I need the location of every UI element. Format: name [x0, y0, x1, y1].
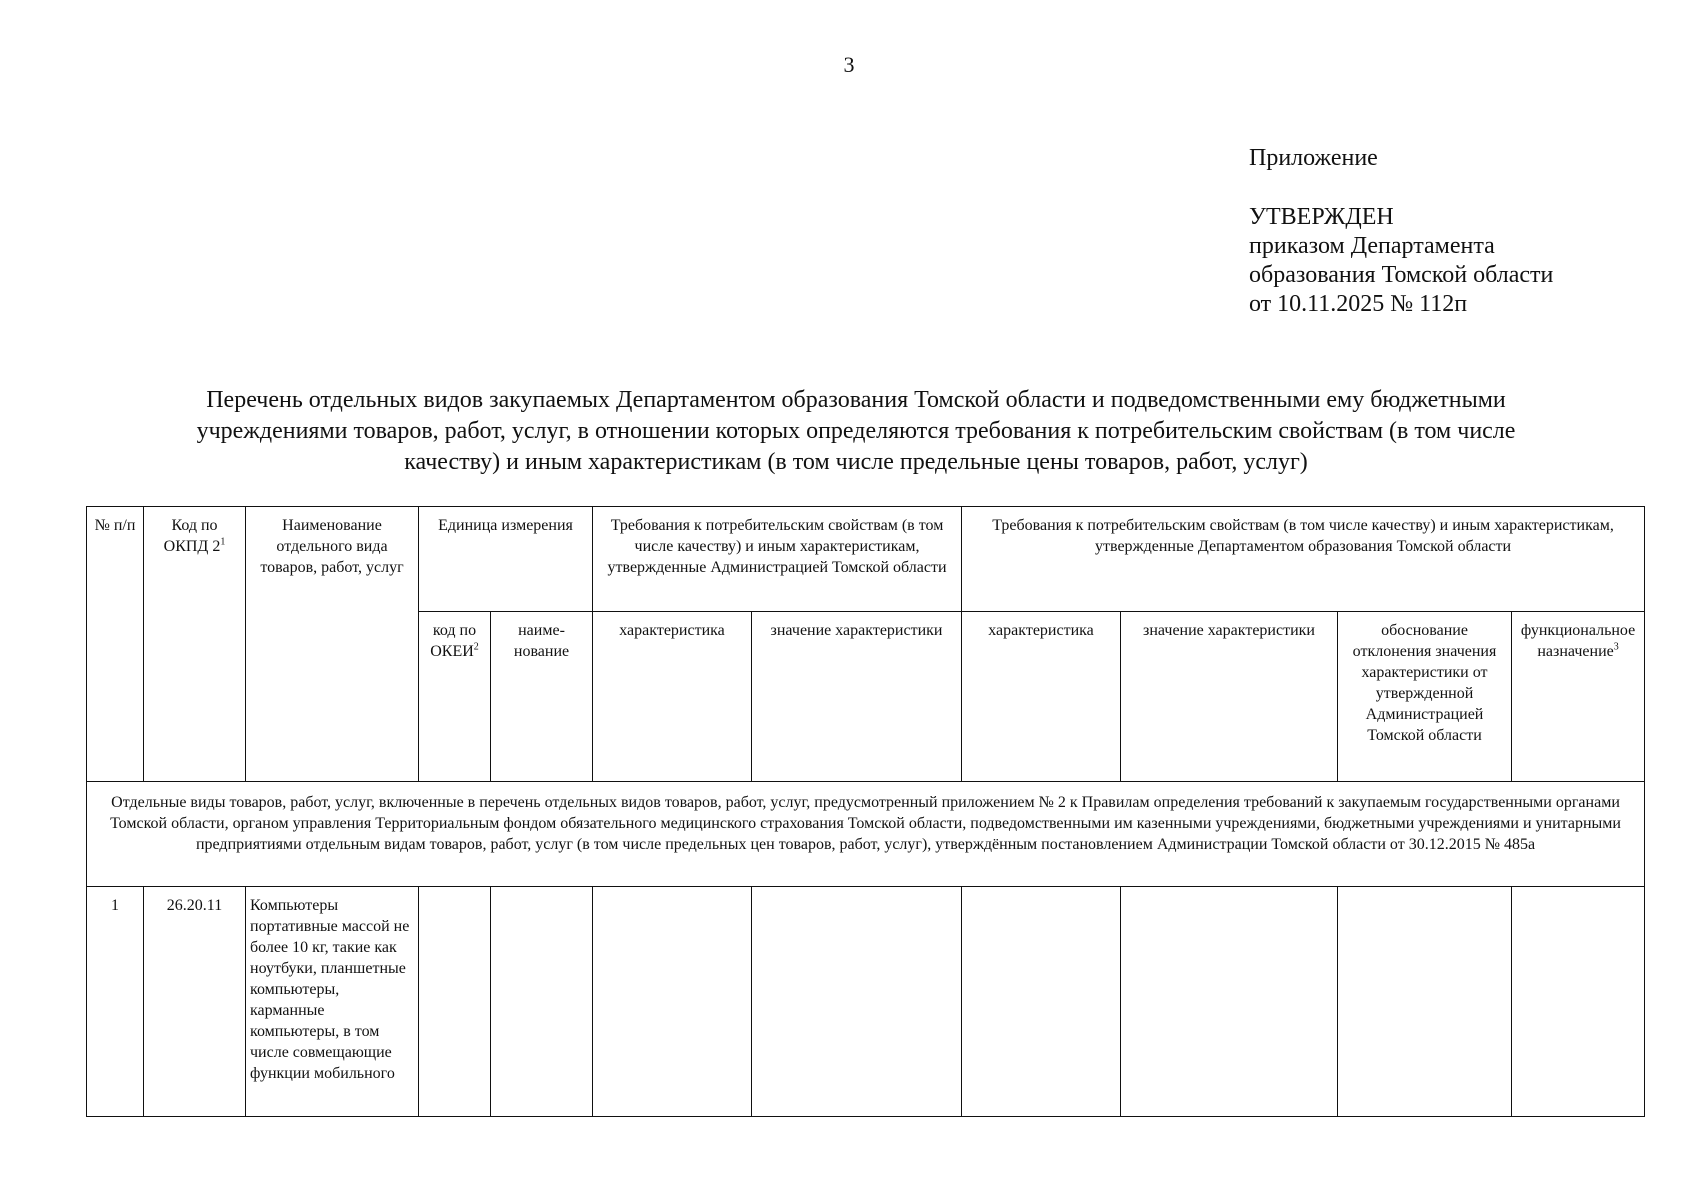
header-unit-name: наиме-нование: [491, 612, 593, 782]
title-line-3: качеству) и иным характеристикам (в том числе предельные цены товаров, работ, услуг): [404, 449, 1308, 475]
section-text: Отдельные виды товаров, работ, услуг, включенные в перечень отдельных видов товаров, работ, услуг, предусмотренный приложением № 2 к Правилам определения требований к закупаемым государственными органами Томской области, органом управления Территориальным фондом обязательного медицинского страхования Томской области, подведомственными им казенными учреждениями, бюджетными учреждениями и унитарными предприятиями отдельным видам товаров, работ, услуг (в том числе предельных цен товаров, работ, услуг), утверждённым постановлением Администрации Томской области от 30.12.2015 № 485а: [87, 782, 1645, 887]
header-okpd: [144, 507, 246, 782]
row-dept-value: [1121, 887, 1338, 1117]
row-dept-characteristic: [962, 887, 1121, 1117]
footnote-ref-2: 2: [473, 641, 479, 653]
header-okei: [419, 612, 491, 782]
approved-label: УТВЕРЖДЕН: [1249, 204, 1394, 230]
row-admin-characteristic: [593, 887, 752, 1117]
header-okei-text: код по ОКЕИ: [430, 622, 477, 660]
title-line-2: учреждениями товаров, работ, услуг, в отношении которых определяются требования к потребительским свойствам (в том числе: [196, 418, 1516, 444]
approval-block: [1249, 144, 1553, 319]
header-name: Наименование отдельного вида товаров, работ, услуг: [246, 507, 419, 782]
header-num: № п/п: [87, 507, 144, 782]
row-unit-name: [491, 887, 593, 1117]
footnote-ref-3: 3: [1613, 641, 1619, 653]
approval-line-3: от 10.11.2025 № 112п: [1249, 291, 1468, 317]
table-row: [87, 887, 1645, 1117]
header-dept-requirements: Требования к потребительским свойствам (в том числе качеству) и иным характеристикам, утвержденные Департаментом образования Томской области: [962, 507, 1645, 612]
row-okei: [419, 887, 491, 1117]
row-name: Компьютеры портативные массой не более 10 кг, такие как ноутбуки, планшетные компьютеры, карманные компьютеры, в том числе совмещающие функции мобильного: [246, 887, 419, 1117]
title-line-1: Перечень отдельных видов закупаемых Департаментом образования Томской области и подведомственными ему бюджетными: [206, 387, 1506, 413]
header-admin-characteristic: характеристика: [593, 612, 752, 782]
row-admin-value: [752, 887, 962, 1117]
row-function: [1512, 887, 1645, 1117]
table-header-row-1: [87, 507, 1645, 612]
header-admin-requirements: Требования к потребительским свойствам (в том числе качеству) и иным характеристикам, утвержденные Администрацией Томской области: [593, 507, 962, 612]
document-title: [100, 385, 1612, 478]
row-num: 1: [87, 887, 144, 1117]
annex-label: Приложение: [1249, 145, 1378, 171]
page-number: 3: [843, 52, 855, 77]
approval-line-1: приказом Департамента: [1249, 233, 1495, 259]
row-code: 26.20.11: [144, 887, 246, 1117]
header-okpd-text: Код по ОКПД 2: [163, 517, 221, 555]
header-function: [1512, 612, 1645, 782]
header-dept-value: значение характеристики: [1121, 612, 1338, 782]
requirements-table: [86, 506, 1645, 1117]
approval-line-2: образования Томской области: [1249, 262, 1554, 288]
header-dept-characteristic: характеристика: [962, 612, 1121, 782]
header-admin-value: значение характеристики: [752, 612, 962, 782]
section-row: [87, 782, 1645, 887]
header-unit: Единица измерения: [419, 507, 593, 612]
header-justification: обоснование отклонения значения характеристики от утвержденной Администрацией Томской области: [1338, 612, 1512, 782]
row-justification: [1338, 887, 1512, 1117]
header-function-text: функциональное назначение: [1520, 622, 1636, 660]
footnote-ref-1: 1: [220, 536, 226, 548]
